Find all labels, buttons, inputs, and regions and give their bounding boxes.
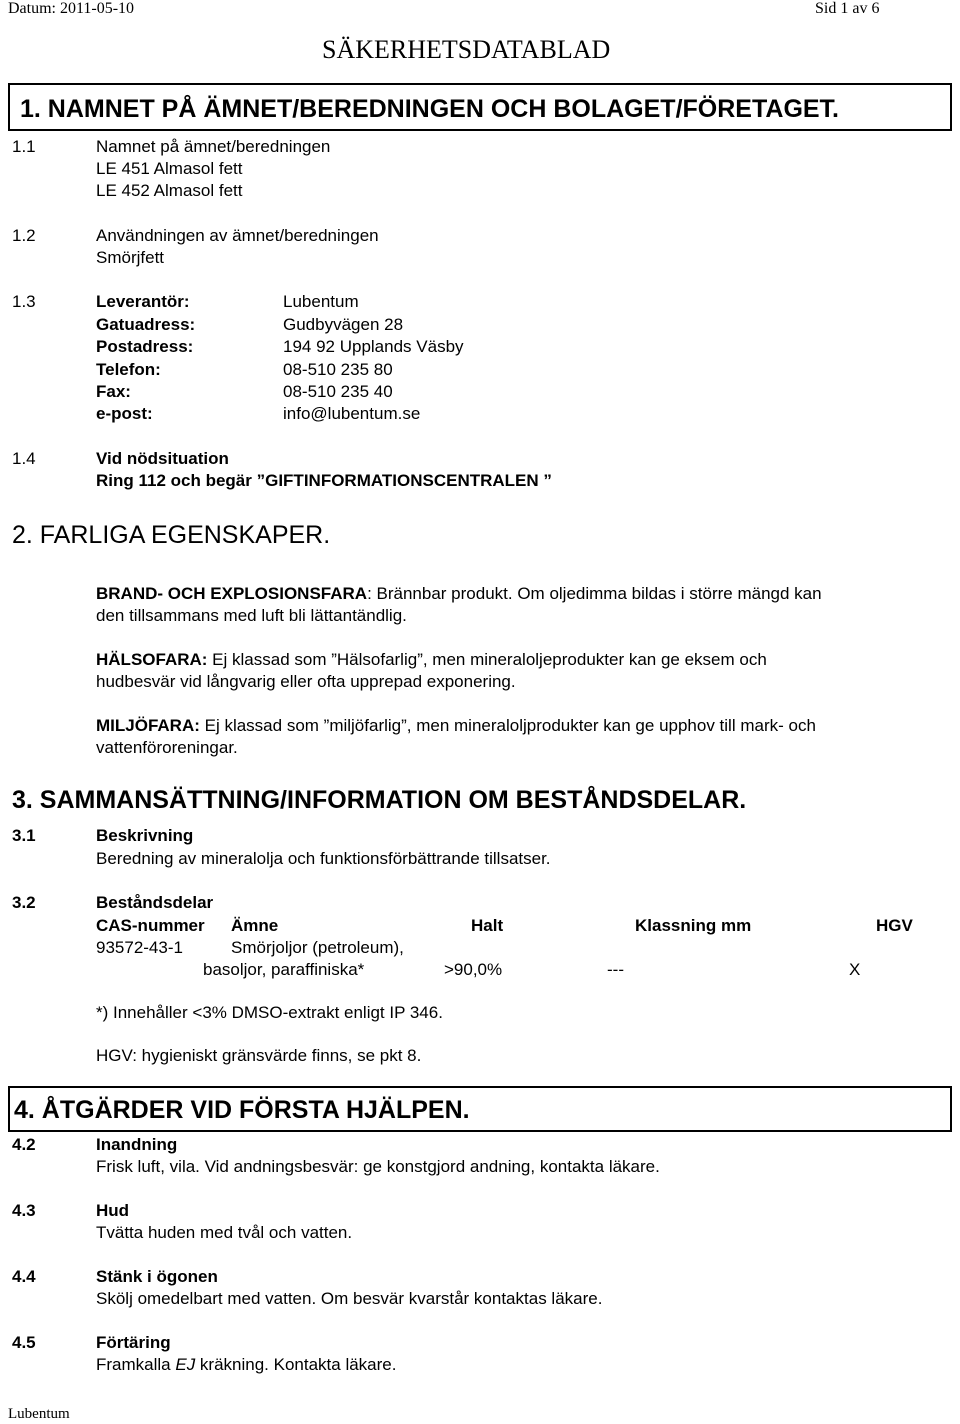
health-hazard [96, 650, 767, 670]
section-1-heading-text: 1. NAMNET PÅ ÄMNET/BEREDNINGEN OCH BOLAGET/FÖRETAGET. [20, 95, 840, 123]
section-4-heading-text: 4. ÅTGÄRDER VID FÖRSTA HJÄLPEN. [14, 1096, 470, 1124]
row-hgv: X [849, 960, 861, 979]
doc-title: SÄKERHETSDATABLAD [322, 35, 611, 64]
environment-hazard-label: MILJÖFARA: [96, 716, 200, 735]
row-amne-2: basoljor, paraffiniska* [203, 960, 365, 979]
col-klass: Klassning mm [635, 916, 752, 935]
product-name-2: LE 452 Almasol fett [96, 181, 243, 200]
footer-company: Lubentum [8, 1406, 70, 1422]
ingestion-text-pre: Framkalla [96, 1355, 176, 1374]
inhalation-label: Inandning [96, 1135, 178, 1154]
row-cas: 93572-43-1 [96, 938, 183, 957]
section-1-heading [8, 83, 952, 131]
street-label: Gatuadress: [96, 315, 196, 334]
fire-hazard-text: : Brännbar produkt. Om oljedimma bildas i större mängd kan [367, 584, 822, 603]
section-1-1-label: Namnet på ämnet/beredningen [96, 137, 331, 156]
product-name-1: LE 451 Almasol fett [96, 159, 243, 178]
section-4-2-num: 4.2 [12, 1135, 36, 1154]
health-hazard-label: HÄLSOFARA: [96, 650, 208, 669]
eyes-label: Stänk i ögonen [96, 1267, 218, 1286]
note-dmso: *) Innehåller <3% DMSO-extrakt enligt IP 346. [96, 1003, 443, 1022]
street-value: Gudbyvägen 28 [283, 315, 404, 334]
skin-label: Hud [96, 1201, 130, 1220]
col-cas: CAS-nummer [96, 916, 205, 935]
fire-hazard-text-2: den tillsammans med luft bli lättantändlig. [96, 606, 407, 625]
fire-hazard-label: BRAND- OCH EXPLOSIONSFARA [96, 584, 368, 603]
section-1-2-label: Användningen av ämnet/beredningen [96, 226, 379, 245]
health-hazard-text: Ej klassad som ”Hälsofarlig”, men mineraloljeprodukter kan ge eksem och [207, 650, 767, 669]
col-amne: Ämne [231, 916, 279, 935]
postal-value: 194 92 Upplands Väsby [283, 337, 464, 356]
fax-value: 08-510 235 40 [283, 382, 393, 401]
ingestion-label: Förtäring [96, 1333, 171, 1352]
page-number: Sid 1 av 6 [815, 0, 880, 17]
section-4-heading [8, 1086, 952, 1132]
section-3-2-num: 3.2 [12, 893, 36, 912]
emergency-label: Vid nödsituation [96, 449, 229, 468]
row-amne-1: Smörjoljor (petroleum), [231, 938, 404, 957]
fax-label: Fax: [96, 382, 131, 401]
section-3-heading: 3. SAMMANSÄTTNING/INFORMATION OM BESTÅNDSDELAR. [12, 786, 747, 814]
supplier-value: Lubentum [283, 292, 359, 311]
section-2-heading: 2. FARLIGA EGENSKAPER. [12, 521, 331, 549]
health-hazard-text-2: hudbesvär vid långvarig eller ofta upprepad exponering. [96, 672, 516, 691]
phone-label: Telefon: [96, 360, 161, 379]
eyes-text: Skölj omedelbart med vatten. Om besvär kvarstår kontaktas läkare. [96, 1289, 603, 1308]
ingestion-text [96, 1355, 396, 1375]
description-text: Beredning av mineralolja och funktionsförbättrande tillsatser. [96, 849, 551, 868]
doc-date: Datum: 2011-05-10 [8, 0, 135, 17]
section-1-1-num: 1.1 [12, 137, 36, 156]
ingestion-text-post: kräkning. Kontakta läkare. [195, 1355, 397, 1374]
section-1-3-num: 1.3 [12, 292, 36, 311]
inhalation-text: Frisk luft, vila. Vid andningsbesvär: ge konstgjord andning, kontakta läkare. [96, 1157, 660, 1176]
section-1-2-num: 1.2 [12, 226, 36, 245]
supplier-label: Leverantör: [96, 292, 190, 311]
environment-hazard-text-2: vattenföroreningar. [96, 738, 238, 757]
postal-label: Postadress: [96, 337, 194, 356]
col-halt: Halt [471, 916, 504, 935]
fire-hazard [96, 584, 822, 604]
ingestion-text-em: EJ [175, 1355, 196, 1374]
components-label: Beståndsdelar [96, 893, 214, 912]
section-4-3-num: 4.3 [12, 1201, 36, 1220]
emergency-line: Ring 112 och begär ”GIFTINFORMATIONSCENTRALEN ” [96, 471, 552, 490]
phone-value: 08-510 235 80 [283, 360, 393, 379]
row-halt: >90,0% [444, 960, 503, 979]
email-value: info@lubentum.se [283, 404, 421, 423]
environment-hazard-text: Ej klassad som ”miljöfarlig”, men mineraloljprodukter kan ge upphov till mark- och [199, 716, 816, 735]
section-4-4-num: 4.4 [12, 1267, 36, 1286]
section-3-1-num: 3.1 [12, 826, 36, 845]
section-4-5-num: 4.5 [12, 1333, 36, 1352]
description-label: Beskrivning [96, 826, 194, 845]
skin-text: Tvätta huden med tvål och vatten. [96, 1223, 353, 1242]
section-1-4-num: 1.4 [12, 449, 36, 468]
email-label: e-post: [96, 404, 153, 423]
environment-hazard [96, 716, 816, 736]
usage-value: Smörjfett [96, 248, 165, 267]
col-hgv: HGV [876, 916, 913, 935]
row-klass: --- [607, 960, 624, 979]
note-hgv: HGV: hygieniskt gränsvärde finns, se pkt 8. [96, 1046, 422, 1065]
